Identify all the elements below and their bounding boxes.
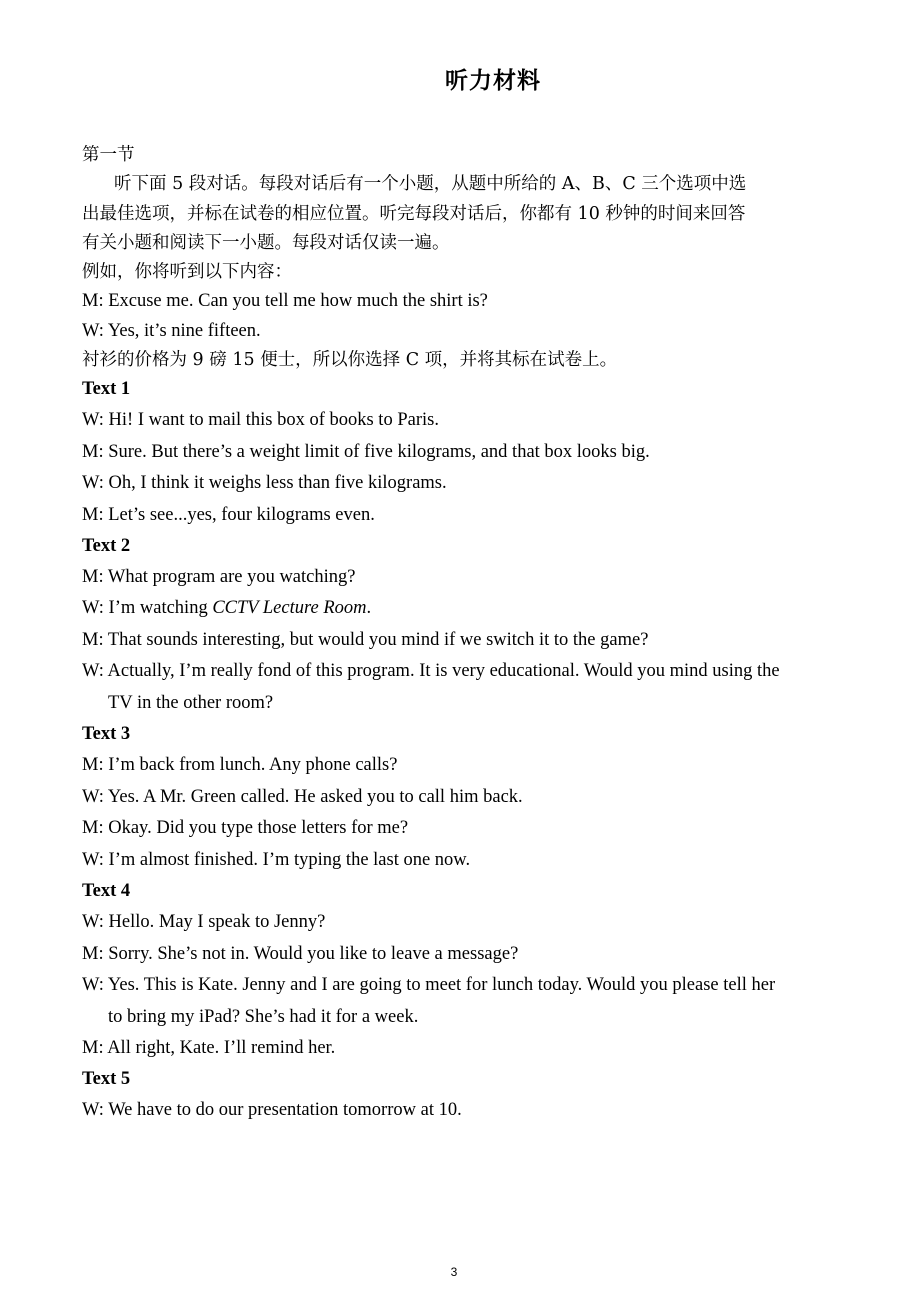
text-1-heading: Text 1 [82, 379, 131, 399]
text-2-line-4: W: Actually, I’m really fond of this program. It is very educational. Would you mind using the [82, 661, 780, 681]
text-1-line-2: M: Sure. But there’s a weight limit of five kilograms, and that box looks big. [82, 442, 650, 462]
example-line-2: W: Yes, it’s nine fifteen. [82, 321, 261, 341]
text-3-line-1: M: I’m back from lunch. Any phone calls? [82, 755, 398, 775]
text-4-line-3-cont: to bring my iPad? She’s had it for a week. [108, 1007, 419, 1027]
text-4-line-1: W: Hello. May I speak to Jenny? [82, 912, 326, 932]
text-2-line-1: M: What program are you watching? [82, 567, 356, 587]
text-2-line-2-suffix: . [366, 598, 372, 618]
text-5-line-1: W: We have to do our presentation tomorrow at 10. [82, 1100, 462, 1120]
text-3-line-3: M: Okay. Did you type those letters for me? [82, 818, 409, 838]
program-title: CCTV Lecture Room [212, 598, 367, 618]
text-3-heading: Text 3 [82, 724, 131, 744]
section-heading: 第一节 [82, 145, 135, 165]
example-line-1: M: Excuse me. Can you tell me how much the shirt is? [82, 291, 488, 311]
text-4-line-2: M: Sorry. She’s not in. Would you like to leave a message? [82, 944, 519, 964]
text-3-line-2: W: Yes. A Mr. Green called. He asked you to call him back. [82, 787, 523, 807]
page-number: 3 [450, 1265, 458, 1279]
text-4-line-3: W: Yes. This is Kate. Jenny and I are going to meet for lunch today. Would you please tell her [82, 975, 776, 995]
text-5-heading: Text 5 [82, 1069, 131, 1089]
text-4-line-4: M: All right, Kate. I’ll remind her. [82, 1038, 336, 1058]
instruction-line-1: 听下面 5 段对话。每段对话后有一个小题，从题中所给的 A、B、C 三个选项中选 [114, 174, 747, 194]
text-2-line-2 [82, 596, 371, 620]
text-1-line-4: M: Let’s see...yes, four kilograms even. [82, 505, 375, 525]
text-2-line-4-cont: TV in the other room? [108, 693, 274, 713]
page-title: 听力材料 [445, 68, 541, 94]
text-4-heading: Text 4 [82, 881, 131, 901]
text-2-line-2-prefix: W: I’m watching [82, 598, 213, 618]
example-intro: 例如，你将听到以下内容： [82, 262, 292, 282]
text-3-line-4: W: I’m almost finished. I’m typing the last one now. [82, 850, 471, 870]
text-2-line-3: M: That sounds interesting, but would you mind if we switch it to the game? [82, 630, 649, 650]
instruction-line-3: 有关小题和阅读下一小题。每段对话仅读一遍。 [82, 233, 450, 253]
text-1-line-3: W: Oh, I think it weighs less than five kilograms. [82, 473, 447, 493]
instruction-line-2: 出最佳选项，并标在试卷的相应位置。听完每段对话后，你都有 10 秒钟的时间来回答 [82, 204, 746, 224]
text-2-heading: Text 2 [82, 536, 131, 556]
example-answer: 衬衫的价格为 9 磅 15 便士，所以你选择 C 项，并将其标在试卷上。 [82, 350, 618, 370]
text-1-line-1: W: Hi! I want to mail this box of books to Paris. [82, 410, 439, 430]
